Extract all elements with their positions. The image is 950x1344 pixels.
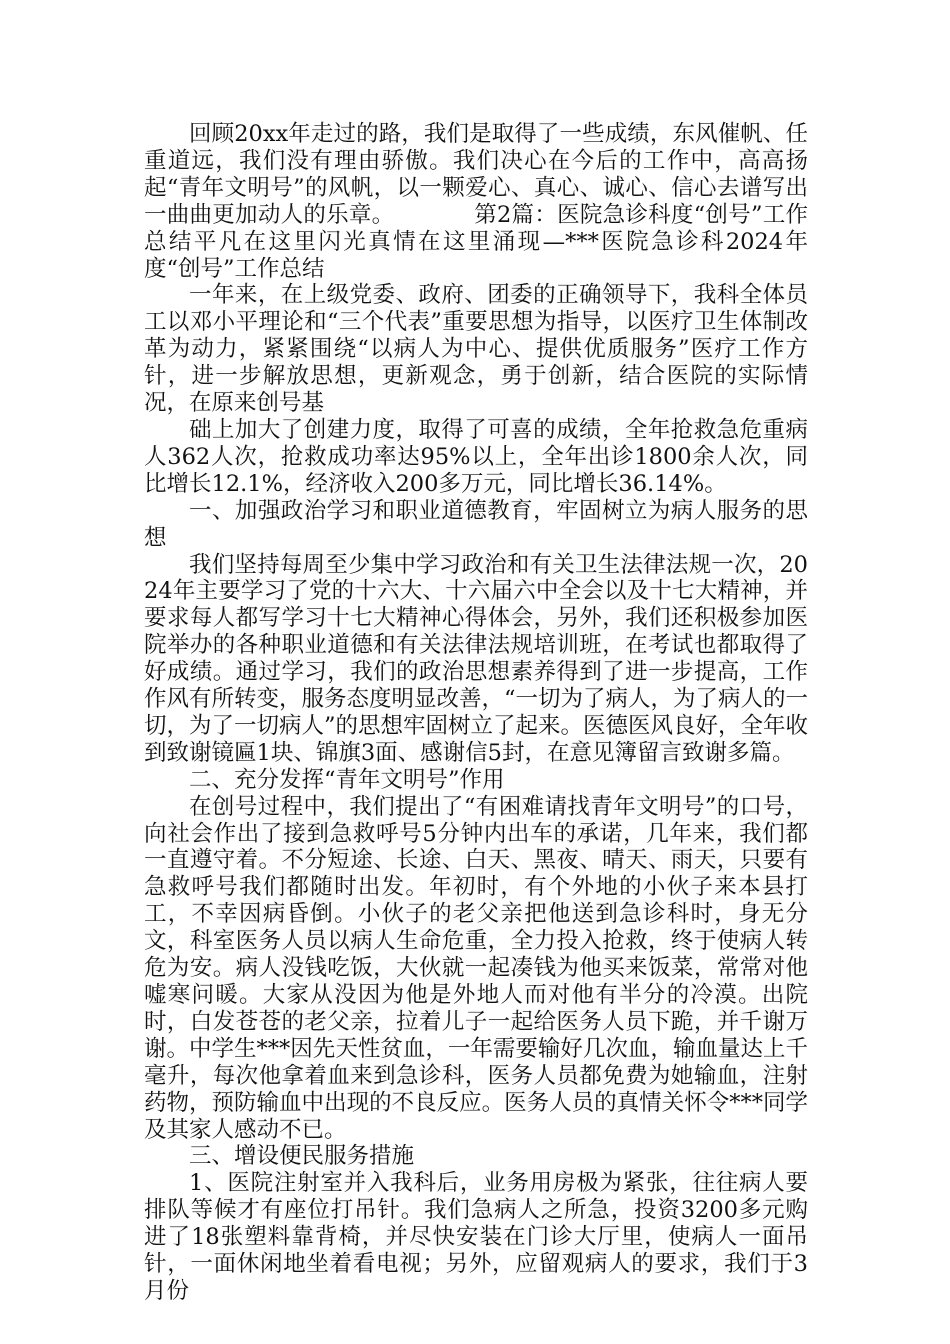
section-heading-convenience-measures: 三、增设便民服务措施 [189, 1143, 415, 1170]
paragraph-review-summary: 回顾20xx年走过的路，我们是取得了一些成绩，东风催帆、任重道远，我们没有理由骄傲。我们决心在今后的工作中，高高扬起“青年文明号”的风帆，以一颗爱心、真心、诚心、信心去谱写出一曲曲更加动人的乐章。 第2篇：医院急诊科度“创号”工作总结平凡在这里闪光真情在这里涌现—***医院急诊科2024年度“创号”工作总结 [144, 121, 808, 282]
paragraph-achievements: 础上加大了创建力度，取得了可喜的成绩，全年抢救急危重病人362人次，抢救成功率达95%以上，全年出诊1800余人次，同比增长12.1%，经济收入200多万元，同比增长36.14%。 [144, 416, 808, 497]
paragraph-year-overview: 一年来，在上级党委、政府、团委的正确领导下，我科全体员工以邓小平理论和“三个代表”重要思想为指导，以医疗卫生体制改革为动力，紧紧围绕“以病人为中心、提供优质服务”医疗工作方针，进一步解放思想，更新观念，勇于创新，结合医院的实际情况，在原来创号基 [144, 282, 808, 417]
paragraph-convenience-measures: 1、医院注射室并入我科后，业务用房极为紧张，往往病人要排队等候才有座位打吊针。我们急病人之所急，投资3200多元购进了18张塑料靠背椅，并尽快安装在门诊大厅里，使病人一面吊针，一面休闲地坐着看电视；另外，应留观病人的要求，我们于3月份 [144, 1170, 808, 1304]
section-heading-political-study: 一、加强政治学习和职业道德教育，牢固树立为病人服务的思想 [144, 497, 808, 551]
section-heading-youth-civilization: 二、充分发挥“青年文明号”作用 [189, 766, 505, 793]
paragraph-youth-civilization: 在创号过程中，我们提出了“有困难请找青年文明号”的口号，向社会作出了接到急救呼号5分钟内出车的承诺，几年来，我们都一直遵守着。不分短途、长途、白天、黑夜、晴天、雨天，只要有急救呼号我们都随时出发。年初时，有个外地的小伙子来本县打工，不幸因病昏倒。小伙子的老父亲把他送到急诊科时，身无分文，科室医务人员以病人生命危重，全力投入抢救，终于使病人转危为安。病人没钱吃饭，大伙就一起凑钱为他买来饭菜，常常对他嘘寒问暖。大家从没因为他是外地人而对他有半分的冷漠。出院时，白发苍苍的老父亲，拉着儿子一起给医务人员下跪，并千谢万谢。中学生***因先天性贫血，一年需要输好几次血，输血量达上千毫升，每次他拿着血来到急诊科，医务人员都免费为她输血，注射药物，预防输血中出现的不良反应。医务人员的真情关怀令***同学及其家人感动不已。 [144, 793, 808, 1143]
paragraph-political-study: 我们坚持每周至少集中学习政治和有关卫生法律法规一次，2024年主要学习了党的十六大、十六届六中全会以及十七大精神，并要求每人都写学习十七大精神心得体会，另外，我们还积极参加医院举办的各种职业道德和有关法律法规培训班，在考试也都取得了好成绩。通过学习，我们的政治思想素养得到了进一步提高，工作作风有所转变，服务态度明显改善，“一切为了病人，为了病人的一切，为了一切病人”的思想牢固树立了起来。医德医风良好，全年收到致谢镜匾1块、锦旗3面、感谢信5封，在意见簿留言致谢多篇。 [144, 551, 809, 766]
document-body [144, 121, 808, 1305]
